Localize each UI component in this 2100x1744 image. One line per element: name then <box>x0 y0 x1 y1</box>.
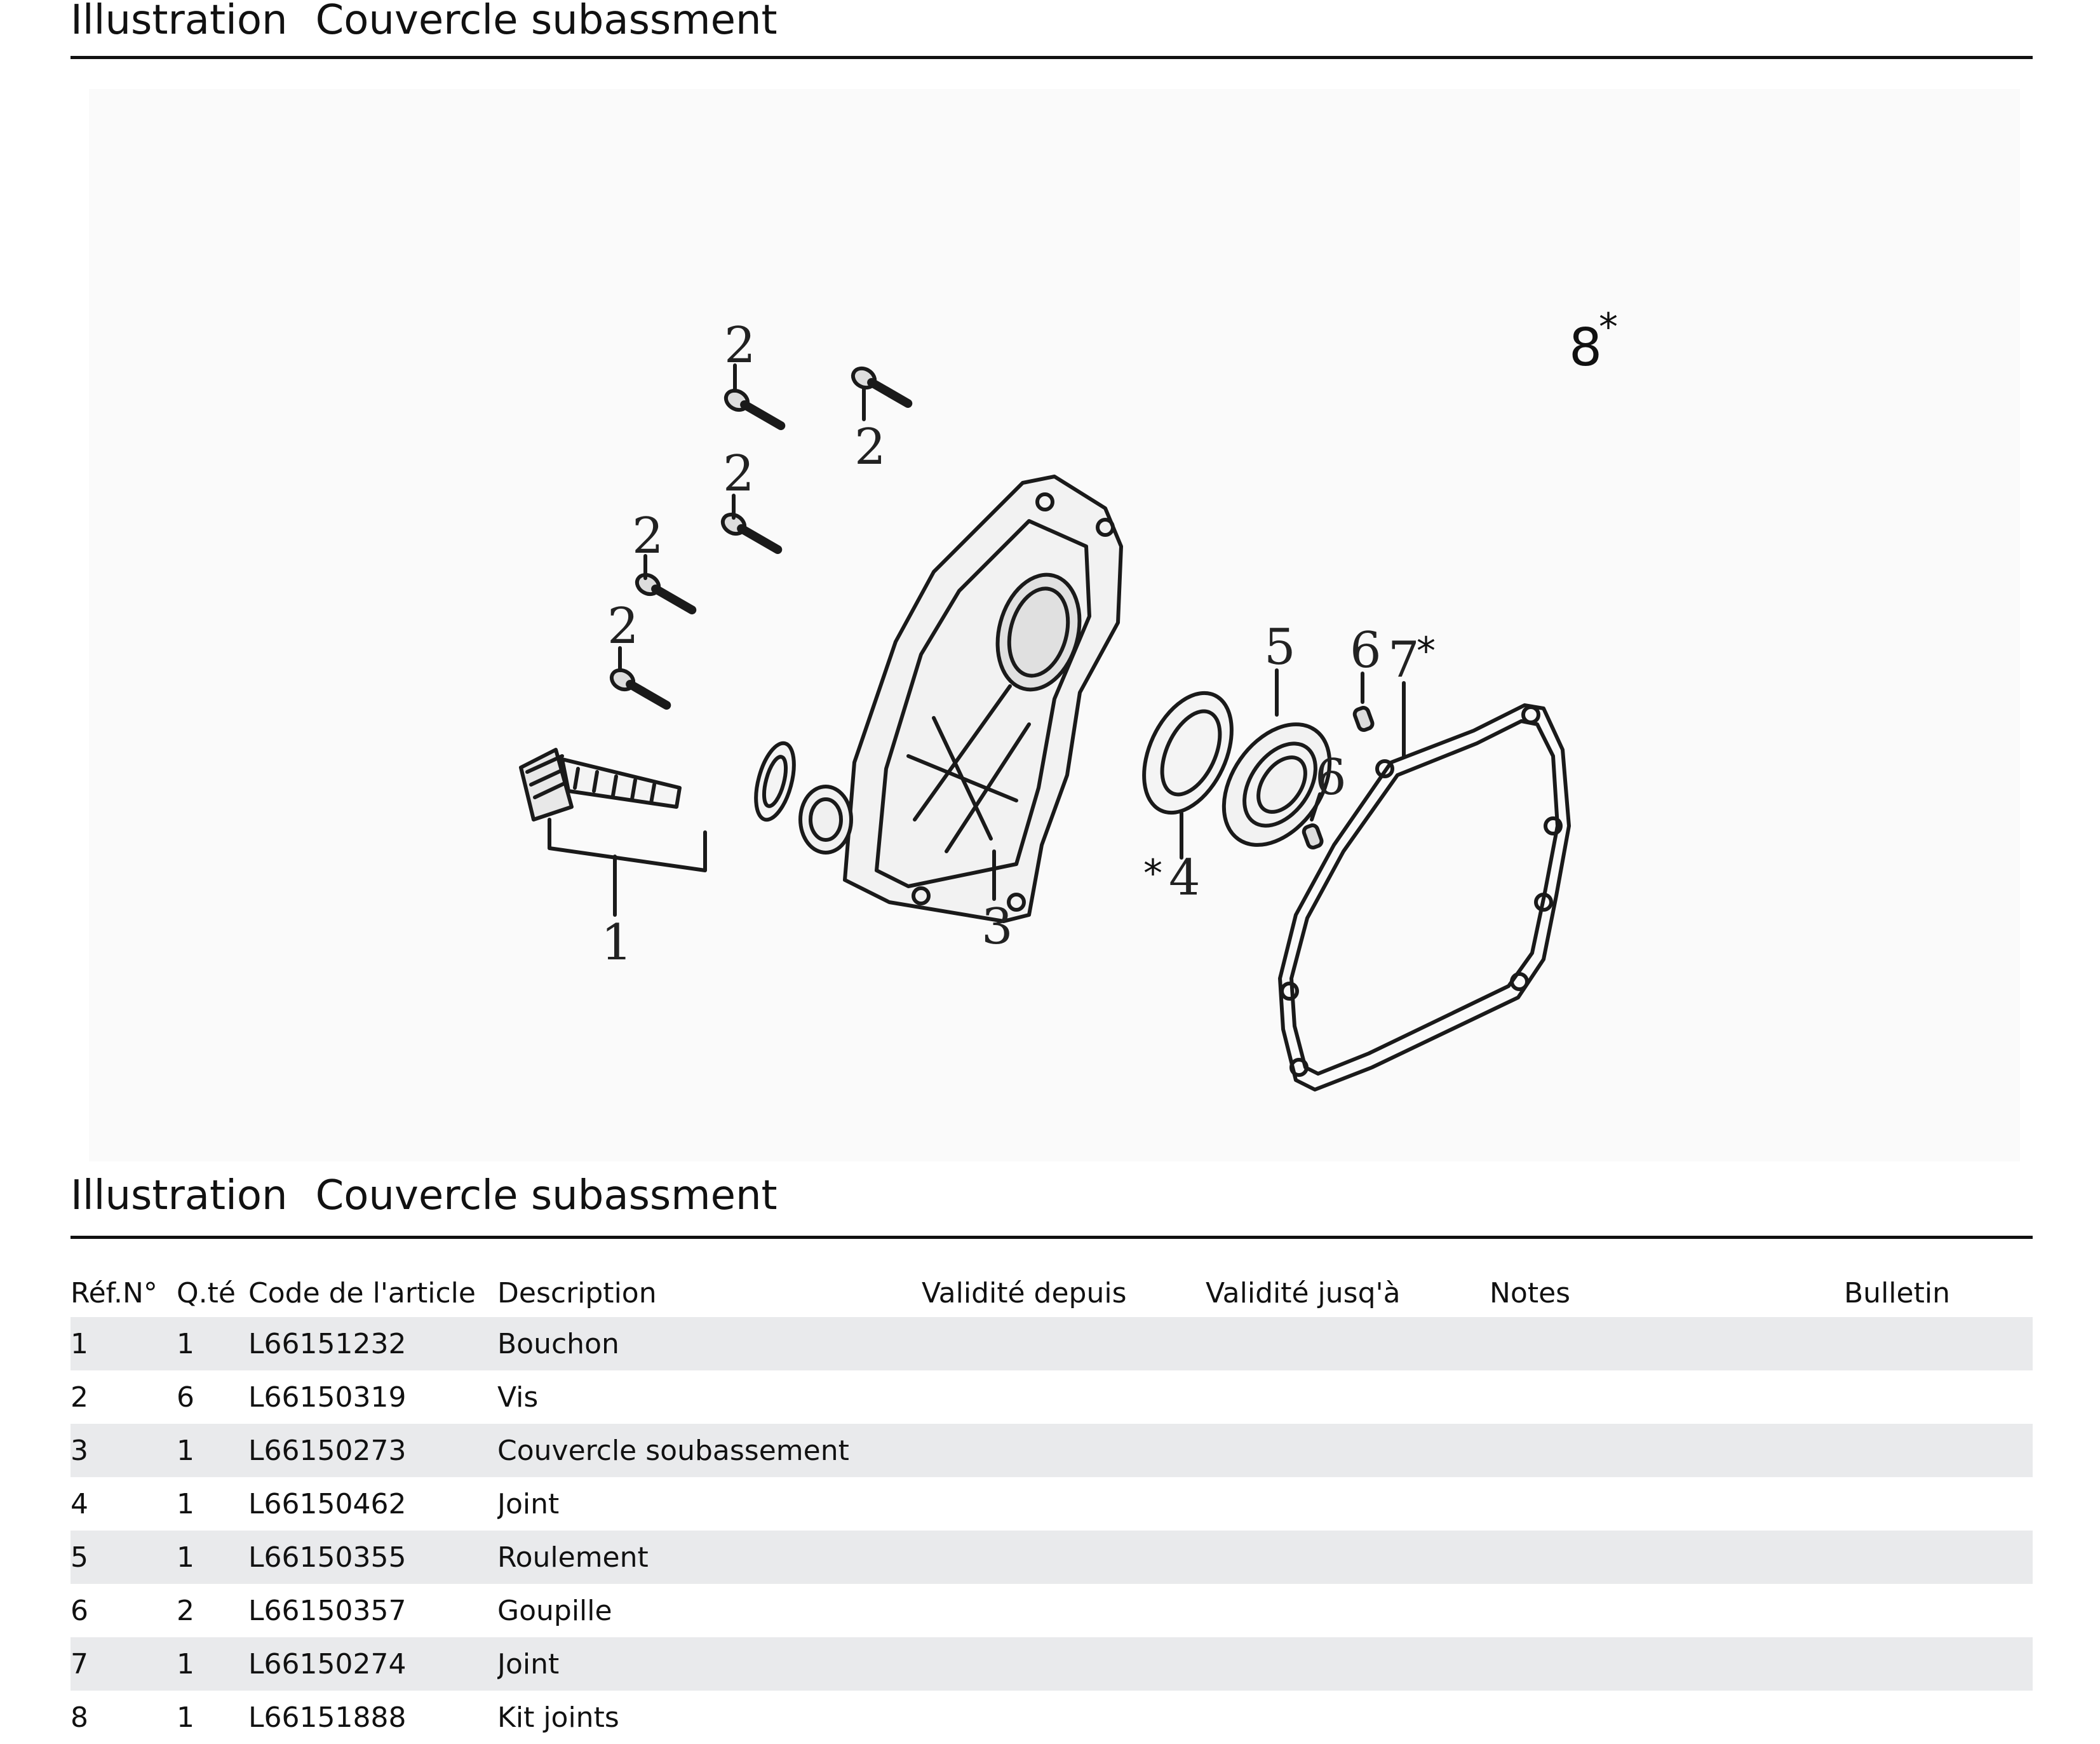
table-row <box>71 1584 2033 1637</box>
cell-code: L66151888 <box>248 1691 497 1744</box>
cell-description: Vis <box>497 1370 922 1424</box>
cell-notes <box>1490 1317 1844 1370</box>
cell-valid-from <box>922 1424 1206 1477</box>
callout-3: 3 <box>981 898 1013 956</box>
cell-ref: 3 <box>71 1424 177 1477</box>
callout-6: 6 <box>1315 749 1347 806</box>
cell-ref: 1 <box>71 1317 177 1370</box>
cell-valid-from <box>922 1584 1206 1637</box>
callout-2: 2 <box>854 419 886 476</box>
table-header-row <box>71 1269 2033 1317</box>
callout-4: 4 <box>1169 849 1201 907</box>
cell-notes <box>1490 1691 1844 1744</box>
callout-1: 1 <box>601 914 633 971</box>
callout-7-star: * <box>1417 629 1436 673</box>
cell-code: L66151232 <box>248 1317 497 1370</box>
cell-bulletin <box>1844 1424 2033 1477</box>
callout-6: 6 <box>1350 622 1382 679</box>
cell-valid-from <box>922 1691 1206 1744</box>
table-row <box>71 1691 2033 1744</box>
table-row <box>71 1424 2033 1477</box>
cell-bulletin <box>1844 1584 2033 1637</box>
page-title: Couvercle subassment <box>315 0 777 44</box>
cell-code: L66150319 <box>248 1370 497 1424</box>
cell-code: L66150357 <box>248 1584 497 1637</box>
cell-qty: 1 <box>177 1424 248 1477</box>
cell-qty: 2 <box>177 1584 248 1637</box>
column-header-valid-to: Validité jusq'à <box>1206 1276 1401 1309</box>
cell-ref: 8 <box>71 1691 177 1744</box>
cell-notes <box>1490 1531 1844 1584</box>
cell-ref: 5 <box>71 1531 177 1584</box>
callout-2: 2 <box>723 445 755 503</box>
callout-2: 2 <box>607 598 639 655</box>
callout-2: 2 <box>632 508 664 565</box>
section-label: Illustration <box>71 1172 288 1219</box>
column-header-bulletin: Bulletin <box>1844 1276 1950 1309</box>
column-header-ref: Réf.N° <box>71 1276 158 1309</box>
table-row <box>71 1477 2033 1531</box>
callout-8: 8 <box>1569 318 1603 378</box>
cell-ref: 7 <box>71 1637 177 1691</box>
cell-valid-to <box>1206 1637 1490 1691</box>
cell-description: Joint <box>497 1477 922 1531</box>
table-row <box>71 1531 2033 1584</box>
cell-bulletin <box>1844 1317 2033 1370</box>
cell-valid-from <box>922 1531 1206 1584</box>
cell-code: L66150274 <box>248 1637 497 1691</box>
cell-valid-to <box>1206 1370 1490 1424</box>
cell-code: L66150462 <box>248 1477 497 1531</box>
parts-table <box>71 1269 2033 1744</box>
cell-description: Bouchon <box>497 1317 922 1370</box>
cell-code: L66150273 <box>248 1424 497 1477</box>
cell-qty: 6 <box>177 1370 248 1424</box>
cell-description: Joint <box>497 1637 922 1691</box>
cell-bulletin <box>1844 1370 2033 1424</box>
cell-ref: 2 <box>71 1370 177 1424</box>
cell-qty: 1 <box>177 1691 248 1744</box>
page-header <box>71 0 2033 44</box>
section-title: Couvercle subassment <box>315 1172 777 1219</box>
part-3-cover <box>800 477 1121 921</box>
cell-bulletin <box>1844 1477 2033 1531</box>
cell-bulletin <box>1844 1691 2033 1744</box>
cell-description: Kit joints <box>497 1691 922 1744</box>
column-header-notes: Notes <box>1490 1276 1571 1309</box>
table-row <box>71 1370 2033 1424</box>
cell-valid-to <box>1206 1584 1490 1637</box>
cell-valid-from <box>922 1370 1206 1424</box>
callout-5: 5 <box>1264 619 1296 676</box>
column-header-valid-from: Validité depuis <box>922 1276 1127 1309</box>
column-header-qty: Q.té <box>177 1276 236 1309</box>
column-header-description: Description <box>497 1276 657 1309</box>
cell-qty: 1 <box>177 1637 248 1691</box>
callout-2: 2 <box>724 317 756 374</box>
cell-qty: 1 <box>177 1531 248 1584</box>
callout-4-star: * <box>1143 851 1162 896</box>
exploded-view-drawing <box>89 89 2020 1161</box>
table-row <box>71 1637 2033 1691</box>
table-row <box>71 1317 2033 1370</box>
cell-valid-from <box>922 1637 1206 1691</box>
part-1-plug <box>521 739 801 915</box>
cell-valid-to <box>1206 1317 1490 1370</box>
cell-ref: 6 <box>71 1584 177 1637</box>
cell-valid-to <box>1206 1477 1490 1531</box>
cell-qty: 1 <box>177 1477 248 1531</box>
callout-7: 7 <box>1388 632 1420 689</box>
cell-notes <box>1490 1424 1844 1477</box>
header-label: Illustration <box>71 0 288 44</box>
cell-description: Roulement <box>497 1531 922 1584</box>
section-divider <box>71 1236 2033 1239</box>
cell-notes <box>1490 1584 1844 1637</box>
column-header-code: Code de l'article <box>248 1276 476 1309</box>
cell-ref: 4 <box>71 1477 177 1531</box>
parts-illustration <box>89 89 2020 1161</box>
cell-notes <box>1490 1370 1844 1424</box>
cell-description: Goupille <box>497 1584 922 1637</box>
cell-notes <box>1490 1637 1844 1691</box>
cell-bulletin <box>1844 1531 2033 1584</box>
cell-valid-from <box>922 1477 1206 1531</box>
section-header <box>71 1172 2033 1219</box>
cell-valid-to <box>1206 1691 1490 1744</box>
cell-valid-from <box>922 1317 1206 1370</box>
cell-description: Couvercle soubassement <box>497 1424 922 1477</box>
cell-bulletin <box>1844 1637 2033 1691</box>
callout-8-star: * <box>1599 305 1618 349</box>
cell-qty: 1 <box>177 1317 248 1370</box>
header-divider <box>71 56 2033 59</box>
cell-code: L66150355 <box>248 1531 497 1584</box>
cell-valid-to <box>1206 1424 1490 1477</box>
cell-valid-to <box>1206 1531 1490 1584</box>
cell-notes <box>1490 1477 1844 1531</box>
